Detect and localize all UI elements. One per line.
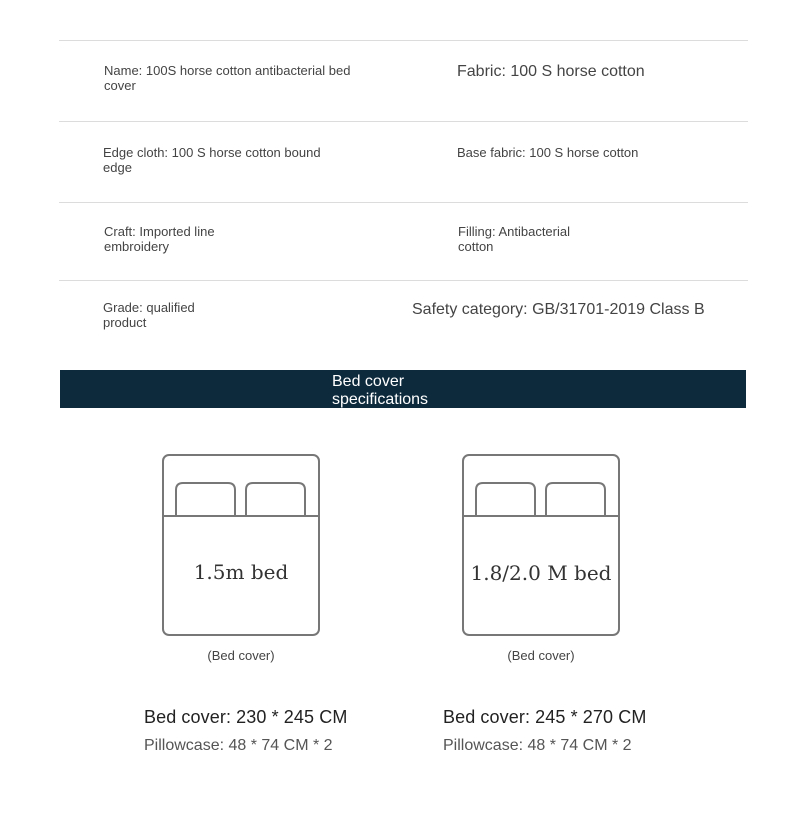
spec-fabric: Fabric: 100 S horse cotton xyxy=(457,63,645,80)
spec-edge-cloth: Edge cloth: 100 S horse cotton bound edge xyxy=(103,145,321,175)
spec-row-craft xyxy=(59,202,748,280)
bed-icon xyxy=(462,454,622,639)
spec-craft: Craft: Imported line embroidery xyxy=(104,224,215,254)
spec-row-grade xyxy=(59,280,748,361)
spec-row-name xyxy=(59,40,748,121)
spec-safety: Safety category: GB/31701-2019 Class B xyxy=(412,301,705,318)
bed-caption-1: (Bed cover) xyxy=(207,648,275,663)
banner-title: Bed cover specifications xyxy=(332,373,429,408)
bed-caption-2: (Bed cover) xyxy=(507,648,575,663)
bed-label-2: 1.8/2.0 M bed xyxy=(470,561,612,585)
bed-dimensions-1 xyxy=(144,707,347,755)
spec-table xyxy=(59,40,748,361)
pillowcase-size-1: Pillowcase: 48 * 74 CM * 2 xyxy=(144,737,333,754)
spec-banner xyxy=(60,370,746,408)
spec-base-fabric: Base fabric: 100 S horse cotton xyxy=(457,145,639,160)
pillowcase-size-2: Pillowcase: 48 * 74 CM * 2 xyxy=(443,737,632,754)
spec-name: Name: 100S horse cotton antibacterial bed cover xyxy=(104,63,351,93)
spec-row-edge xyxy=(59,121,748,202)
bed-diagram-1 xyxy=(162,454,322,639)
bed-icon xyxy=(162,454,322,639)
bed-dimensions-2 xyxy=(443,707,646,755)
spec-grade: Grade: qualified product xyxy=(103,300,195,330)
bed-diagram-2 xyxy=(462,454,622,639)
spec-filling: Filling: Antibacterial cotton xyxy=(458,224,570,254)
bed-label-1: 1.5m bed xyxy=(193,560,289,584)
bed-cover-size-1: Bed cover: 230 * 245 CM xyxy=(144,707,348,727)
bed-cover-size-2: Bed cover: 245 * 270 CM xyxy=(443,707,647,727)
